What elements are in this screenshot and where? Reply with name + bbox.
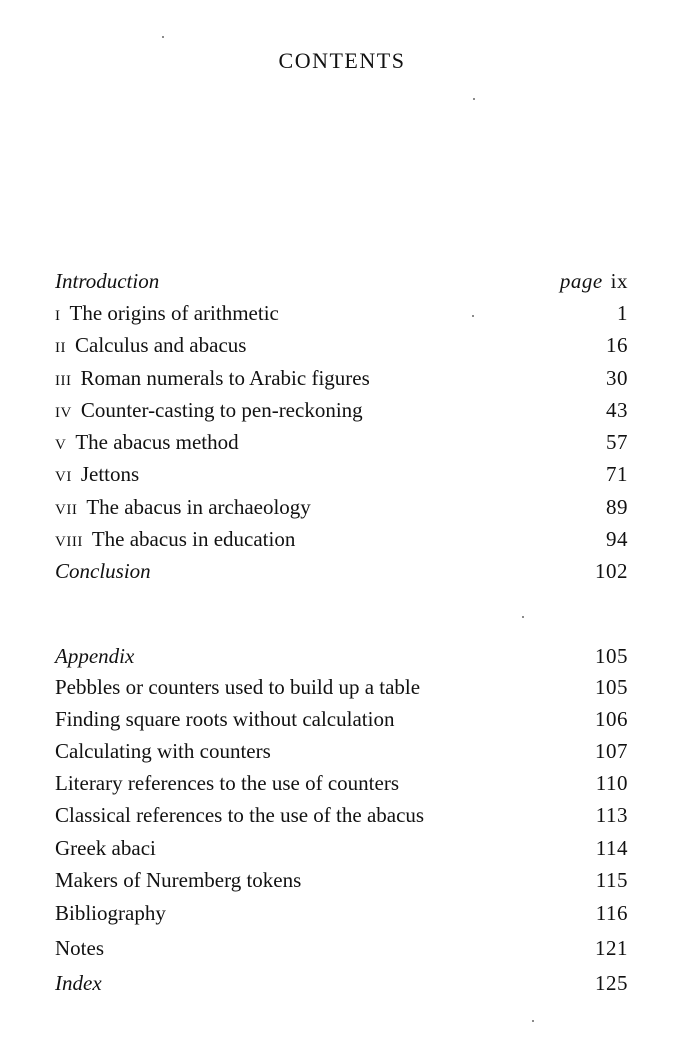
toc-entry-title: Calculus and abacus [75, 333, 247, 357]
toc-entry-chapter-6 [55, 459, 628, 489]
toc-entry-chapter-8 [55, 524, 628, 554]
toc-entry-title: Conclusion [55, 559, 151, 583]
chapter-number: VII [55, 502, 78, 518]
toc-entry-title: The abacus method [75, 430, 239, 454]
toc-entry-page: 110 [595, 771, 628, 795]
toc-entry-appendix-item [55, 833, 628, 863]
toc-entry-chapter-3 [55, 363, 628, 393]
toc-entry-introduction [55, 266, 628, 296]
toc-entry-title: Greek abaci [55, 836, 156, 860]
toc-entry-page: 94 [606, 527, 628, 551]
toc-entry-appendix-item [55, 768, 628, 798]
toc-entry-page: 113 [595, 803, 628, 827]
toc-entry-appendix-item [55, 865, 628, 895]
scan-speck [522, 616, 524, 618]
toc-entry-conclusion [55, 556, 628, 586]
toc-entry-page: 105 [595, 644, 628, 668]
toc-entry-title: Finding square roots without calculation [55, 707, 395, 731]
toc-entry-page: 114 [595, 836, 628, 860]
toc-entry-page: ix [610, 269, 628, 293]
toc-entry-title: Index [55, 971, 102, 995]
toc-entry-title: Makers of Nuremberg tokens [55, 868, 302, 892]
toc-entry-chapter-5 [55, 427, 628, 457]
toc-entry-chapter-2 [55, 330, 628, 360]
chapter-number: IV [55, 405, 72, 421]
chapter-number: VIII [55, 534, 83, 550]
toc-entry-page: 115 [595, 868, 628, 892]
toc-entry-page: 116 [595, 901, 628, 925]
chapter-number: II [55, 340, 66, 356]
toc-entry-appendix-item [55, 704, 628, 734]
scan-speck [162, 36, 164, 38]
toc-entry-title: Bibliography [55, 901, 166, 925]
scan-speck [473, 98, 475, 100]
toc-entry-title: Classical references to the use of the abacus [55, 803, 425, 827]
toc-entry-page: 121 [595, 936, 628, 960]
toc-entry-title: The abacus in education [91, 527, 296, 551]
toc-entry-title: Jettons [80, 462, 140, 486]
toc-entry-title: Appendix [55, 644, 135, 668]
toc-entry-bibliography [55, 898, 628, 928]
toc-entry-page: 43 [606, 398, 628, 422]
toc-entry-page: 57 [606, 430, 628, 454]
toc-entry-title: Roman numerals to Arabic figures [80, 366, 370, 390]
toc-entry-title: Notes [55, 936, 104, 960]
page-label: page [559, 269, 603, 293]
chapter-number: III [55, 373, 72, 389]
page-title: CONTENTS [278, 48, 406, 73]
chapter-number: VI [55, 469, 72, 485]
toc-entry-title: The abacus in archaeology [86, 495, 311, 519]
toc-entry-chapter-7 [55, 492, 628, 522]
toc-entry-page: 1 [617, 301, 628, 325]
toc-entry-page: 105 [595, 675, 628, 699]
toc-entry-page: 16 [606, 333, 628, 357]
toc-entry-appendix [55, 641, 628, 671]
toc-entry-title: Calculating with counters [55, 739, 271, 763]
toc-entry-page: 89 [606, 495, 628, 519]
toc-entry-notes [55, 933, 628, 963]
scan-speck [532, 1020, 534, 1022]
toc-entry-appendix-item [55, 736, 628, 766]
toc-entry-index [55, 968, 628, 998]
toc-entry-title: Introduction [55, 269, 160, 293]
toc-entry-page: 107 [595, 739, 628, 763]
toc-entry-page: 106 [595, 707, 628, 731]
toc-entry-chapter-4 [55, 395, 628, 425]
toc-entry-appendix-item [55, 672, 628, 702]
toc-entry-page: 30 [606, 366, 628, 390]
toc-entry-title: Counter-casting to pen-reckoning [80, 398, 363, 422]
toc-entry-title: The origins of arithmetic [69, 301, 279, 325]
toc-entry-page: 125 [595, 971, 628, 995]
chapter-number: I [55, 308, 61, 324]
chapter-number: V [55, 437, 67, 453]
toc-entry-title: Literary references to the use of counters [55, 771, 399, 795]
toc-entry-page: 71 [606, 462, 628, 486]
scan-speck [472, 315, 474, 317]
toc-entry-title: Pebbles or counters used to build up a table [55, 675, 421, 699]
toc-entry-chapter-1 [55, 298, 628, 328]
toc-entry-page: 102 [595, 559, 628, 583]
toc-entry-appendix-item [55, 800, 628, 830]
